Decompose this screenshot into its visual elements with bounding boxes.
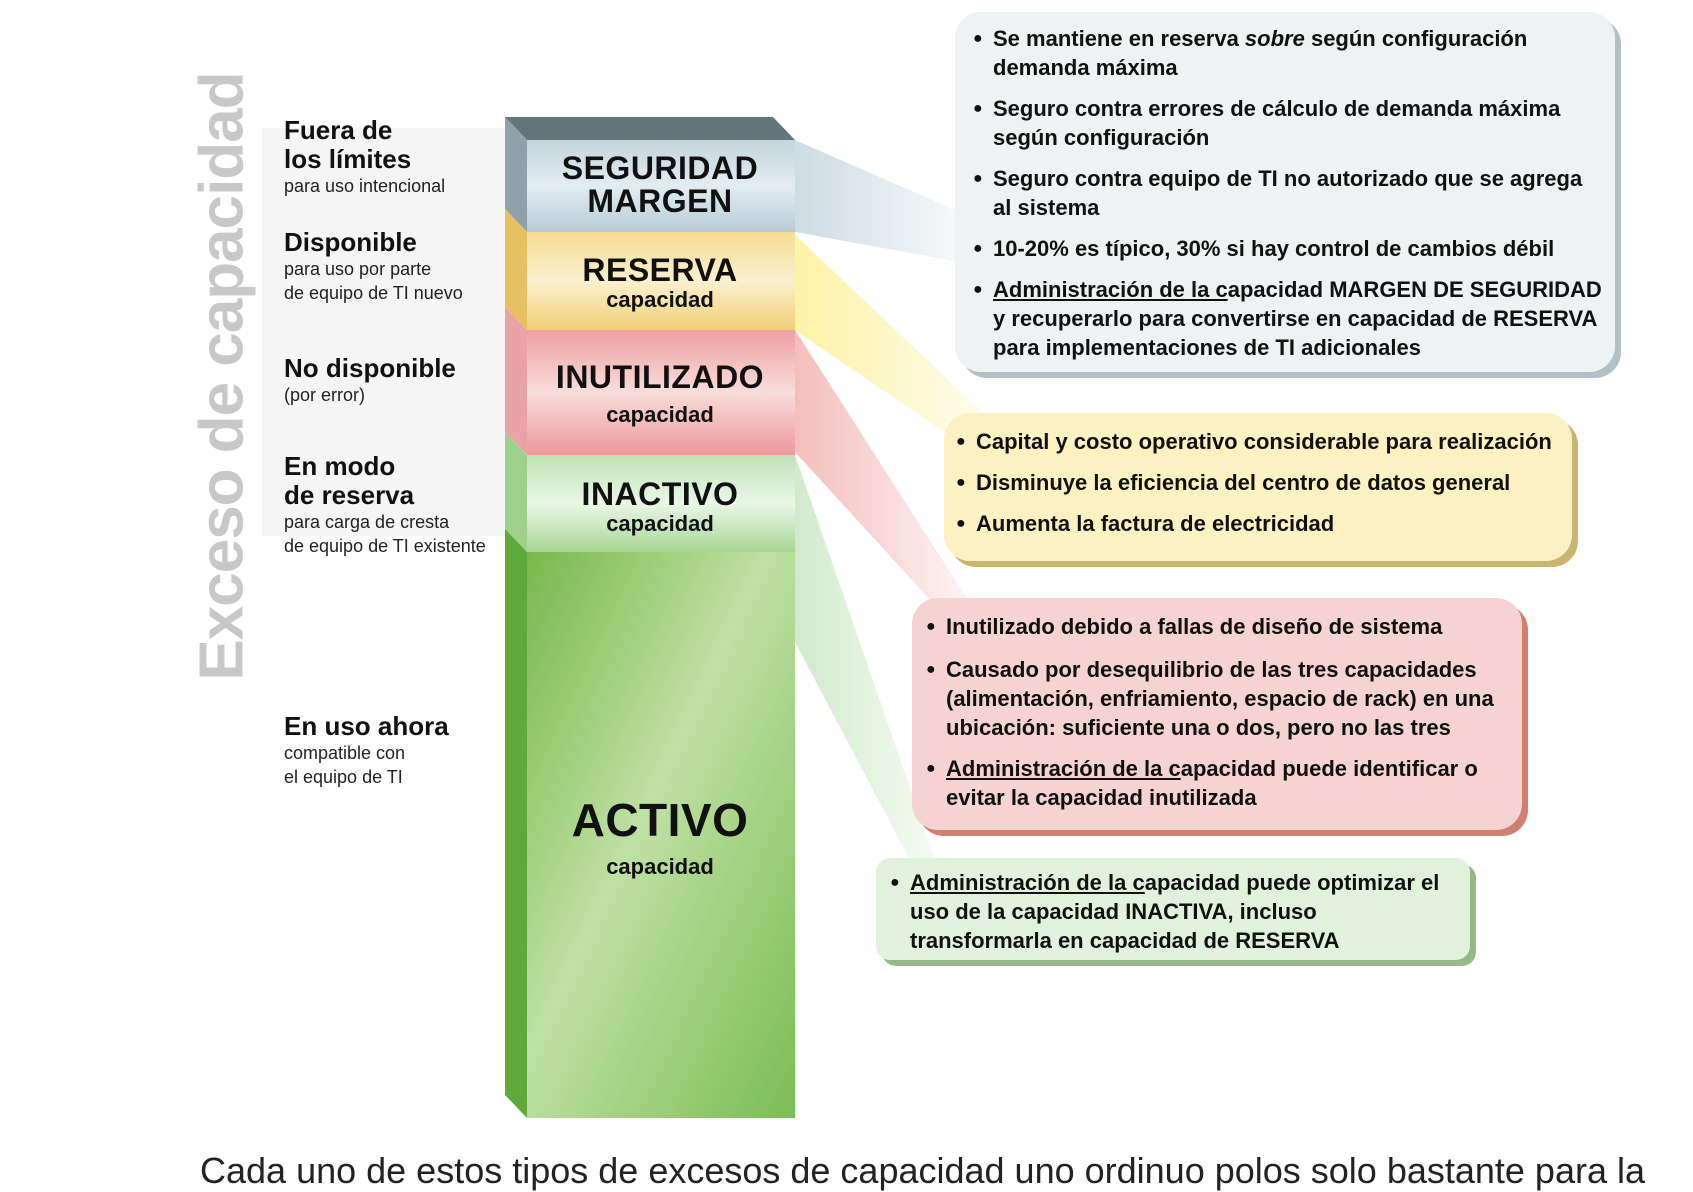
label-heading: En uso ahora <box>284 711 449 741</box>
segment-safety-text: SEGURIDAD MARGEN <box>561 150 759 219</box>
safety-bullet-4: ● 10-20% es típico, 30% si hay control de cambios débil <box>973 234 1603 263</box>
reserve-bullet-2: ● Disminuye la eficiencia del centro de datos general <box>956 468 1562 497</box>
vertical-title: Exceso de capacidad <box>187 71 257 681</box>
side-active <box>505 529 527 1118</box>
idle-bullet-1: ● Administración de la capacidad puede optimizar el uso de la capacidad INACTIVA, incluso transformarla en capacidad de RESERVA <box>890 868 1458 955</box>
safety-bullet-3: ● Seguro contra equipo de TI no autorizado que se agrega al sistema <box>973 164 1603 222</box>
connector-safety <box>795 140 960 262</box>
idle-box <box>876 858 1470 960</box>
segment-reserve-text: RESERVA capacidad <box>582 252 738 312</box>
reserve-bullet-1: ● Capital y costo operativo considerable para realización <box>956 427 1562 456</box>
stranded-bullet-1: ● Inutilizado debido a fallas de diseño de sistema <box>926 612 1510 641</box>
stranded-bullet-2: ● Causado por desequilibrio de las tres capacidades (alimentación, enfriamiento, espacio de rack) en una ubicación: suficiente una o dos, pero no las tres <box>926 655 1510 742</box>
label-sub: para uso por parte de equipo de TI nuevo <box>284 259 463 303</box>
safety-bullet-1: ● Se mantiene en reserva sobre según configuración demanda máxima <box>973 24 1603 82</box>
label-sub: compatible con el equipo de TI <box>284 743 406 787</box>
caption: Cada uno de estos tipos de excesos de capacidad uno ordinuo polos solo bastante para la <box>200 1150 1646 1191</box>
column-top-face <box>505 117 795 140</box>
stranded-box <box>912 598 1522 830</box>
label-heading: En modo de reserva <box>284 451 415 510</box>
reserve-box <box>944 413 1572 561</box>
label-heading: No disponible <box>284 353 456 383</box>
segment-active-text: ACTIVO capacidad <box>571 794 749 879</box>
reserve-bullet-3: ● Aumenta la factura de electricidad <box>956 509 1562 538</box>
label-heading: Fuera de los límites <box>284 115 412 174</box>
label-sub: para uso intencional <box>284 176 446 196</box>
label-sub: (por error) <box>284 385 366 405</box>
stranded-bullet-3: ● Administración de la capacidad puede identificar o evitar la capacidad inutilizada <box>926 754 1510 812</box>
label-heading: Disponible <box>284 227 417 257</box>
side-stranded <box>505 307 527 455</box>
safety-bullet-2: ● Seguro contra errores de cálculo de demanda máxima según configuración <box>973 94 1603 152</box>
label-sub: para carga de cresta de equipo de TI existente <box>284 512 486 556</box>
segment-idle-text: INACTIVO capacidad <box>581 476 739 536</box>
segment-stranded-text: INUTILIZADO capacidad <box>555 359 765 427</box>
safety-bullet-5: ● Administración de la capacidad MARGEN DE SEGURIDAD y recuperarlo para convertirse en capacidad de RESERVA para implementaciones de TI adicionales <box>973 275 1603 362</box>
safety-margin-box <box>955 12 1615 372</box>
